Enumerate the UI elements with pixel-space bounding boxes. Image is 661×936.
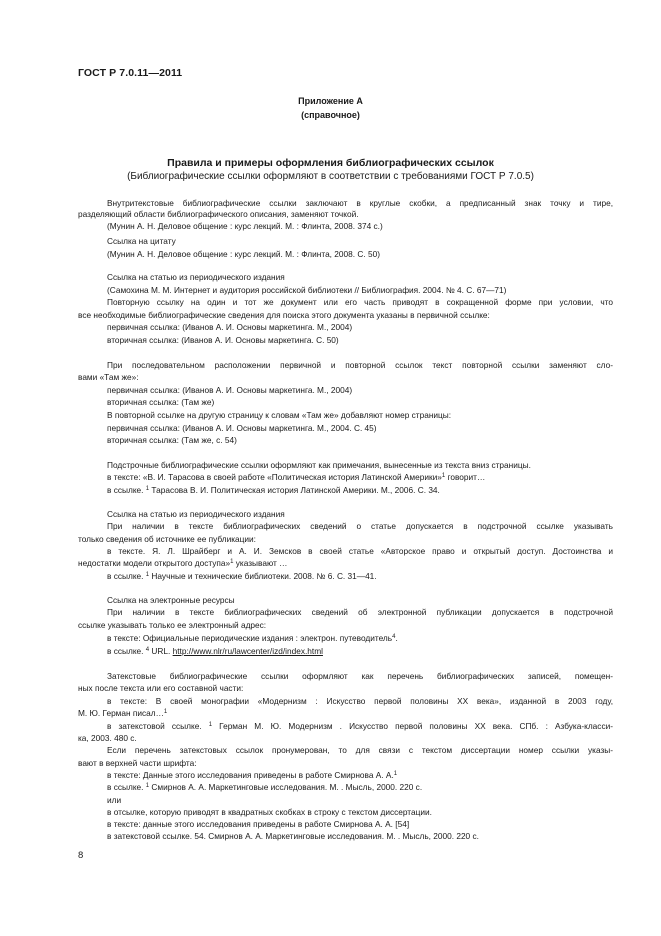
text-line: недостатки модели открытого доступа»$^1$ указывают …: [78, 558, 288, 568]
text-line: Ссылка на статью из периодического издания: [107, 509, 285, 519]
text-line: (Мунин А. Н. Деловое общение : курс лекций. М. : Флинта, 2008. С. 50): [107, 249, 380, 259]
text-line: Ссылка на электронные ресурсы: [107, 595, 235, 605]
text-line: (Мунин А. Н. Деловое общение : курс лекций. М. : Флинта, 2008. 374 с.): [107, 221, 383, 231]
text-line: Подстрочные библиографические ссылки оформляют как примечания, вынесенные из текста вниз страницы.: [107, 460, 531, 470]
text-line: Затекстовые библиографические ссылки оформляют как перечень библиографических записей, помещен-: [107, 671, 613, 681]
text-line: вторичная ссылка: (Там же, с. 54): [107, 435, 237, 445]
text-line: ка, 2003. 480 с.: [78, 733, 137, 743]
text-line: в тексте. Я. Л. Шрайберг и А. И. Земсков в своей статье «Авторское право и открытый доступ. Достоинства и: [107, 546, 613, 556]
footnote-mark: 1: [145, 486, 150, 492]
text-line: все необходимые библиографические сведения для поиска этого документа указаны в первичной ссылке:: [78, 310, 490, 320]
text-line: или: [107, 795, 122, 805]
text-line: вают в верхней части шрифта:: [78, 758, 197, 768]
url-link[interactable]: http://www.nlr/ru/lawcenter/izd/index.html: [172, 646, 323, 656]
text-line: Внутритекстовые библиографические ссылки заключают в круглые скобки, а предписанный знак точку и тире,: [107, 198, 613, 208]
text-line: в тексте: В своей монографии «Модернизм : Искусство первой половины XX века», изданной в 2003 году,: [107, 696, 613, 706]
footnote-mark: 1: [208, 722, 213, 728]
footnote-mark: 1: [393, 771, 398, 777]
footnote-mark: 1: [145, 783, 150, 789]
text-line: Ссылка на цитату: [107, 236, 176, 246]
footnote-mark: 1: [230, 559, 234, 565]
text-line: При наличии в тексте библиографических сведений об электронной публикации допускается в подстрочной: [107, 607, 613, 617]
text-line: вторичная ссылка: (Там же): [107, 397, 215, 407]
text-line: первичная ссылка: (Иванов А. И. Основы маркетинга. М., 2004): [107, 322, 353, 332]
text-line: в затекстовой ссылке. $^1$ Герман М. Ю. Модернизм . Искусство первой половины XX века. СПб. : Азбука-класси-: [107, 721, 613, 731]
appendix-kind: (справочное): [301, 110, 360, 120]
text-line: вами «Там же»:: [78, 372, 139, 382]
page-number: 8: [78, 850, 84, 861]
text-line: М. Ю. Герман писал…$^1$: [78, 708, 168, 718]
text-line: Повторную ссылку на один и тот же документ или его часть приводят в сокращенной форме при условии, что: [107, 297, 613, 307]
text-line: в ссылке. $^1$ Смирнов А. А. Маркетинговые исследования. М. . Мысль, 2000. 220 с.: [107, 782, 423, 792]
footnote-mark: 1: [145, 572, 150, 578]
text-line: При наличии в тексте библиографических сведений о статье допускается в подстрочной ссылке указывать: [107, 521, 613, 531]
text-line: в тексте: Данные этого исследования приведены в работе Смирнова А. А.$^1$: [107, 770, 398, 780]
text-line: Если перечень затекстовых ссылок пронумерован, то для связи с текстом диссертации номер ссылки указы-: [107, 745, 613, 755]
text-line: в тексте: Официальные периодические издания : электрон. путеводитель$^4$.: [107, 633, 398, 643]
text-line: в ссылке. $^1$ Научные и технические библиотеки. 2008. № 6. С. 31—41.: [107, 571, 377, 581]
text-line: При последовательном расположении первичной и повторной ссылок текст повторной ссылки заменяют сло-: [107, 360, 613, 370]
text-line: в тексте: данные этого исследования приведены в работе Смирнова А. А. [54]: [107, 819, 410, 829]
footnote-mark: 4: [145, 647, 150, 653]
footnote-mark: 1: [441, 473, 446, 479]
text-line: ссылке указывать только ее электронный адрес:: [78, 620, 267, 630]
text-line: (Самохина М. М. Интернет и аудитория российской библиотеки // Библиография. 2004. № 4. С. 67—71): [107, 285, 507, 295]
footnote-mark: 4: [392, 634, 396, 640]
standard-header: ГОСТ Р 7.0.11—2011: [78, 67, 183, 79]
text-line: В повторной ссылке на другую страницу к словам «Там же» добавляют номер страницы:: [107, 410, 452, 420]
text-line: в затекстовой ссылке. 54. Смирнов А. А. Маркетинговые исследования. М. . Мысль, 2000. 220 с.: [107, 831, 479, 841]
text-line: вторичная ссылка: (Иванов А. И. Основы маркетинга. С. 50): [107, 335, 339, 345]
section-title: Правила и примеры оформления библиографических ссылок: [167, 157, 494, 169]
appendix-title: Приложение А: [298, 96, 363, 106]
text-line: в ссылке. $^4$ URL. http://www.nlr/ru/lawcenter/izd/index.html: [107, 646, 323, 656]
text-line: в отсылке, которую приводят в квадратных скобках в строку с текстом диссертации.: [107, 807, 432, 817]
footnote-mark: 1: [163, 709, 168, 715]
text-line: ных после текста или его составной части:: [78, 683, 244, 693]
text-line: в ссылке. $^1$ Тарасова В. И. Политическая история Латинской Америки. М., 2006. С. 34.: [107, 485, 440, 495]
text-line: в тексте: «В. И. Тарасова в своей работе «Политическая история Латинской Америки»$^1$ говорит…: [107, 472, 486, 482]
text-line: разделяющий области библиографического описания, заменяют точкой.: [78, 209, 359, 219]
text-line: первичная ссылка: (Иванов А. И. Основы маркетинга. М., 2004. С. 45): [107, 423, 377, 433]
text-line: только сведения об источнике ее публикации:: [78, 534, 256, 544]
section-subtitle: (Библиографические ссылки оформляют в соответствии с требованиями ГОСТ Р 7.0.5): [127, 171, 534, 182]
text-line: первичная ссылка: (Иванов А. И. Основы маркетинга. М., 2004): [107, 385, 353, 395]
text-line: Ссылка на статью из периодического издания: [107, 272, 285, 282]
